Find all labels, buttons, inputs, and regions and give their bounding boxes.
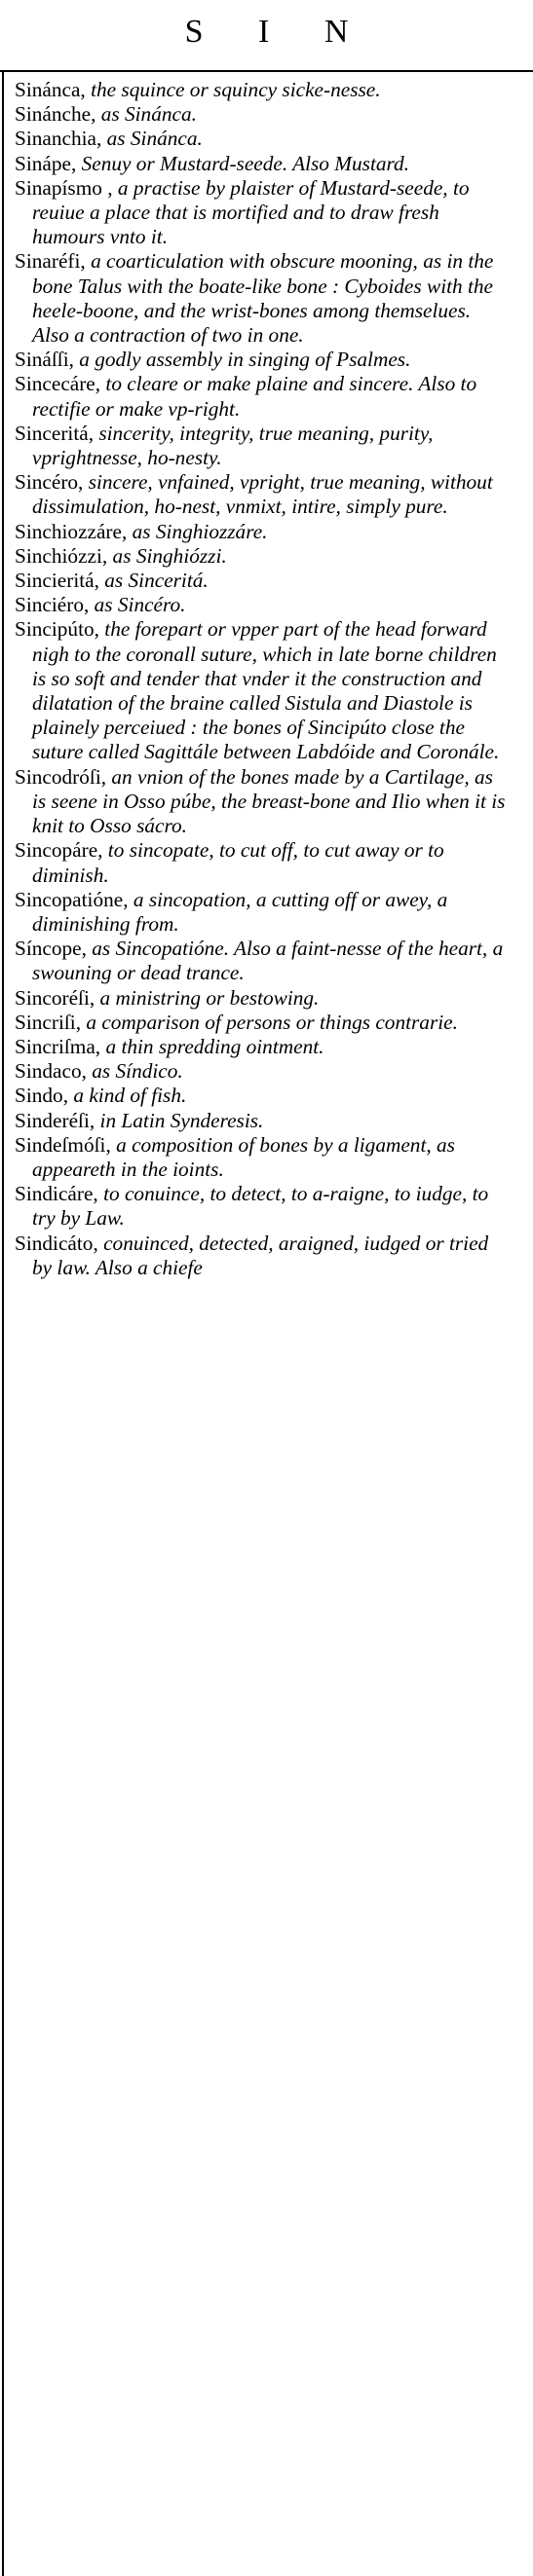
entry-headword: Sinápe, [15, 151, 77, 175]
entry-headword: Sincecáre, [15, 372, 101, 396]
entry-definition: sincere, vnfained, vpright, true meaning, without dissimulation, ho-nest, vnmixt, intire, simply pure. [32, 470, 493, 519]
dictionary-entry [15, 520, 512, 544]
entry-definition: a ministring or bestowing. [95, 985, 320, 1010]
dictionary-entry [15, 986, 512, 1011]
entry-headword: Sinchiozzáre, [15, 519, 128, 543]
entry-headword: Sincopatióne, [15, 887, 129, 911]
dictionary-entry [15, 470, 512, 519]
entry-headword: Sincriſi, [15, 1010, 82, 1034]
dictionary-entry [15, 127, 512, 151]
entry-headword: Sindeſmóſi, [15, 1132, 111, 1157]
entry-definition: Senuy or Mustard-seede. Also Mustard. [76, 151, 409, 175]
entry-definition: a kind of fish. [68, 1084, 187, 1108]
entry-definition: as Singhiozzáre. [127, 519, 268, 543]
entry-headword: Sindaco, [15, 1059, 87, 1084]
entry-headword: Sinapísmo [15, 175, 102, 200]
entry-definition: a coarticulation with obscure mooning, as in the bone Talus with the boate-like bone : Cyboides with the heele-boone, and the wrist-bones among themselues. Also a contraction of two in one. [32, 249, 494, 348]
entry-headword: Sinaréfi, [15, 249, 86, 274]
entry-definition: as Síndico. [86, 1059, 183, 1084]
entry-definition: sincerity, integrity, true meaning, purity, vprightnesse, ho-nesty. [32, 421, 434, 470]
dictionary-entry [15, 1232, 512, 1280]
entry-definition: as Sinánca. [95, 102, 197, 127]
dictionary-entry [15, 593, 512, 617]
entry-definition: as Sinceritá. [98, 569, 209, 593]
dictionary-entry [15, 422, 512, 470]
dictionary-entry [15, 1109, 512, 1133]
entry-definition: as Sincopatióne. Also a faint-nesse of the heart, a swouning or dead trance. [32, 937, 504, 985]
dictionary-entry [15, 372, 512, 421]
entry-definition: to sincopate, to cut off, to cut away or to diminish. [32, 838, 444, 887]
entry-definition: as Sincéro. [89, 593, 186, 617]
entry-definition: a comparison of persons or things contrarie. [81, 1010, 458, 1034]
entry-definition: the forepart or vpper part of the head forward nigh to the coronall suture, which in late borne children is so soft and tender that vnder it the construction and dilatation of the braine called Sistula and Diastole is plainely perceiued : the bones of Sincipúto close the suture called Sagittále between Labdóide and Coronále. [32, 617, 500, 764]
entry-list [15, 78, 512, 1280]
entry-definition: conuinced, detected, araigned, iudged or tried by law. Also a chiefe [32, 1231, 489, 1279]
dictionary-entry [15, 569, 512, 593]
entry-definition: a sincopation, a cutting off or awey, a diminishing from. [32, 887, 448, 936]
dictionary-entry [15, 1084, 512, 1108]
entry-headword: Sinánche, [15, 102, 96, 127]
dictionary-entry [15, 1133, 512, 1182]
entry-headword: Sindicáto, [15, 1231, 98, 1255]
entry-headword: Sinanchia, [15, 127, 102, 151]
entry-definition: as Singhiózzi. [107, 543, 227, 568]
header-rule [0, 70, 533, 72]
dictionary-entry [15, 765, 512, 839]
page-header [0, 0, 533, 68]
running-head: S I N [184, 14, 372, 50]
dictionary-entry [15, 249, 512, 348]
entry-headword: Sincriſma, [15, 1034, 101, 1058]
entry-headword: Sincieritá, [15, 569, 99, 593]
entry-headword: Sinceritá, [15, 421, 95, 445]
entry-headword: Sinderéſi, [15, 1108, 95, 1132]
entry-definition: , a practise by plaister of Mustard-seede, to reuiue a place that is mortified and to draw fresh humours vnto it. [32, 175, 470, 249]
entry-headword: Sincodróſi, [15, 764, 107, 789]
dictionary-entry [15, 617, 512, 764]
dictionary-entry [15, 544, 512, 569]
dictionary-entry [15, 937, 512, 985]
entry-headword: Sindicáre, [15, 1182, 98, 1206]
entry-headword: Sincéro, [15, 470, 84, 495]
entry-headword: Sindo, [15, 1084, 69, 1108]
dictionary-entry [15, 1059, 512, 1084]
dictionary-entry [15, 102, 512, 127]
dictionary-entry [15, 888, 512, 937]
entry-definition: an vnion of the bones made by a Cartilage, as is seene in Osso púbe, the breast-bone and Ilio when it is knit to Osso sácro. [32, 764, 506, 838]
entry-definition: a thin spredding ointment. [100, 1034, 324, 1058]
entry-headword: Sinánca, [15, 78, 86, 101]
entry-headword: Síncope, [15, 937, 87, 961]
entry-headword: Sinchiózzi, [15, 543, 108, 568]
entry-headword: Sincipúto, [15, 617, 99, 642]
entry-definition: to conuince, to detect, to a-raigne, to iudge, to try by Law. [32, 1182, 489, 1231]
entry-definition: as Sinánca. [101, 127, 203, 151]
entry-definition: a godly assembly in singing of Psalmes. [73, 348, 411, 372]
dictionary-entry [15, 78, 512, 102]
entry-headword: Sinciéro, [15, 593, 90, 617]
entry-definition: the squince or squincy sicke-nesse. [85, 78, 381, 101]
dictionary-entry [15, 1011, 512, 1035]
entry-headword: Sincopáre, [15, 838, 103, 863]
entry-headword: Sináſſi, [15, 348, 74, 372]
entry-definition: a composition of bones by a ligament, as appeareth in the ioints. [32, 1132, 455, 1181]
dictionary-entry [15, 152, 512, 176]
dictionary-entry [15, 1182, 512, 1231]
dictionary-entry [15, 176, 512, 250]
entry-definition: in Latin Synderesis. [95, 1108, 264, 1132]
entry-definition: to cleare or make plaine and sincere. Also to rectifie or make vp-right. [32, 372, 477, 421]
dictionary-entry [15, 1035, 512, 1059]
dictionary-entry [15, 348, 512, 372]
column-rule [2, 72, 4, 2576]
dictionary-entry [15, 838, 512, 887]
entry-headword: Sincoréſi, [15, 985, 95, 1010]
